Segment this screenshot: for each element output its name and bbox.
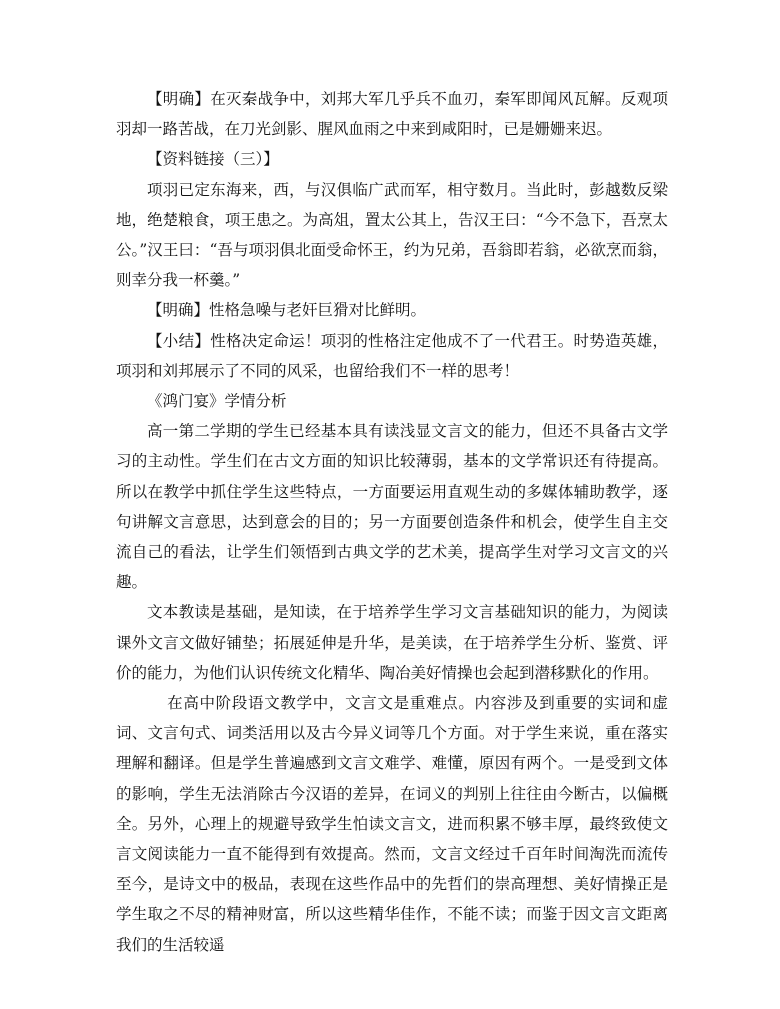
paragraph-tag: 【小结】 <box>147 331 211 350</box>
paragraph-text: 性格决定命运！项羽的性格注定他成不了一代君王。时势造英雄，项羽和刘邦展示了不同的风采，也留给我们不一样的思考！ <box>116 331 668 380</box>
paragraph-text-reading <box>116 597 668 688</box>
paragraph-tag: 【明确】 <box>147 301 210 320</box>
document-page <box>116 84 668 960</box>
paragraph-text: 高一第二学期的学生已经基本具有读浅显文言文的能力，但还不具备古文学习的主动性。学生们在古文方面的知识比较薄弱，基本的文学常识还有待提高。所以在教学中抓住学生这些特点，一方面要运用直观生动的多媒体辅助教学，逐句讲解文言意思，达到意会的目的；另一方面要创造条件和机会，使学生自主交流自己的看法，让学生们领悟到古典文学的艺术美，提高学生对学习文言文的兴趣。 <box>116 422 668 592</box>
paragraph-summary <box>116 326 668 386</box>
paragraph-student-analysis <box>116 416 668 597</box>
paragraph-text: 在灭秦战争中，刘邦大军几乎兵不血刃，秦军即闻风瓦解。反观项羽却一路苦战，在刀光剑影、腥风血雨之中来到咸阳时，已是姗姗来迟。 <box>116 90 668 139</box>
paragraph-tag: 【资料链接（三）】 <box>147 150 279 169</box>
paragraph-text: 文本教读是基础，是知读，在于培养学生学习文言基础知识的能力，为阅读课外文言文做好铺垫；拓展延伸是升华，是美读，在于培养学生分析、鉴赏、评价的能力，为他们认识传统文化精华、陶冶美好情操也会起到潜移默化的作用。 <box>116 603 668 682</box>
paragraph-tag: 【明确】 <box>147 90 211 108</box>
paragraph-text: 性格急噪与老奸巨猾对比鲜明。 <box>209 301 427 320</box>
paragraph-text: 《鸿门宴》学情分析 <box>147 392 287 411</box>
paragraph-classical-teaching <box>116 688 668 960</box>
section-title-analysis <box>116 386 668 416</box>
paragraph-classical-excerpt <box>116 175 668 296</box>
paragraph-material-link-3 <box>116 144 668 174</box>
paragraph-text: 项羽已定东海来，西，与汉俱临广武而军，相守数月。当此时，彭越数反梁地，绝楚粮食，项王患之。为高俎，置太公其上，告汉王曰：“今不急下，吾烹太公。”汉王曰：“吾与项羽俱北面受命怀王，约为兄弟，吾翁即若翁，必欲烹而翁，则幸分我一杯羹。” <box>116 180 668 290</box>
paragraph-clarify-1 <box>116 84 668 144</box>
paragraph-clarify-2 <box>116 295 668 325</box>
paragraph-text: 在高中阶段语文教学中，文言文是重难点。内容涉及到重要的实词和虚词、文言句式、词类活用以及古今异义词等几个方面。对于学生来说，重在落实理解和翻译。但是学生普遍感到文言文难学、难懂，原因有两个。一是受到文体的影响，学生无法消除古今汉语的差异，在词义的判别上往往由今断古，以偏概全。另外，心理上的规避导致学生怕读文言文，进而积累不够丰厚，最终致使文言文阅读能力一直不能得到有效提高。然而，文言文经过千百年时间淘洗而流传至今，是诗文中的极品，表现在这些作品中的先哲们的崇高理想、美好情操正是学生取之不尽的精神财富，所以这些精华佳作，不能不读；而鉴于因文言文距离我们的生活较遥 <box>116 694 668 954</box>
